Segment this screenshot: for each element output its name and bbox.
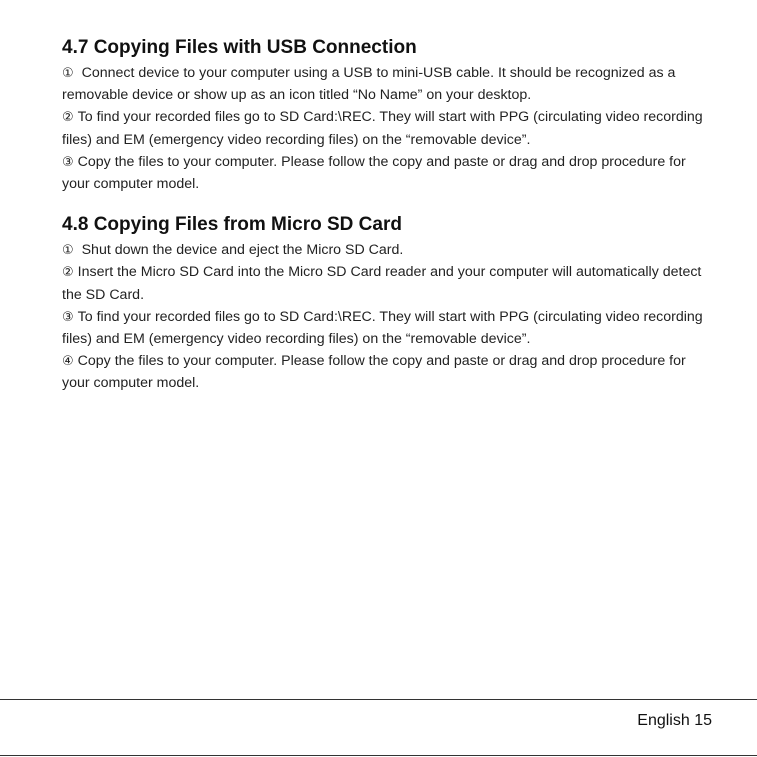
page-content — [62, 36, 712, 413]
step-number: ③ — [62, 153, 74, 169]
section-usb-connection — [62, 36, 712, 195]
step-text: Copy the files to your computer. Please follow the copy and paste or drag and drop procedure for your computer model. — [62, 353, 686, 392]
step-text: Connect device to your computer using a USB to mini-USB cable. It should be recognized as a removable device or show up as an icon titled “No Name” on your desktop. — [62, 65, 676, 104]
step-paragraph — [62, 350, 712, 394]
step-number: ④ — [62, 353, 74, 369]
step-text: Shut down the device and eject the Micro SD Card. — [77, 242, 404, 259]
step-number: ① — [62, 242, 74, 258]
step-text: Copy the files to your computer. Please follow the copy and paste or drag and drop procedure for your computer model. — [62, 153, 686, 193]
page-number-label: English 15 — [637, 712, 712, 729]
section-title: 4.8 Copying Files from Micro SD Card — [62, 214, 402, 236]
step-number: ② — [62, 109, 74, 125]
step-paragraph — [62, 151, 712, 195]
step-number: ② — [62, 264, 74, 280]
step-paragraph — [62, 62, 712, 106]
footer-divider-top — [0, 699, 757, 700]
step-text: To find your recorded files go to SD Card:\REC. They will start with PPG (circulating video recording files) and EM (emergency video recording files) on the “removable device”. — [62, 308, 703, 348]
section-micro-sd-card — [62, 213, 712, 394]
step-number: ③ — [62, 308, 74, 324]
step-text: Insert the Micro SD Card into the Micro SD Card reader and your computer will automatically detect the SD Card. — [62, 264, 702, 303]
section-title: 4.7 Copying Files with USB Connection — [62, 37, 417, 58]
step-paragraph — [62, 239, 712, 261]
step-text: To find your recorded files go to SD Card:\REC. They will start with PPG (circulating video recording files) and EM (emergency video recording files) on the “removable device”. — [62, 109, 703, 148]
step-paragraph — [62, 106, 712, 150]
step-paragraph — [62, 261, 712, 305]
step-number: ① — [62, 65, 74, 80]
footer-divider-bottom — [0, 755, 757, 756]
step-paragraph — [62, 306, 712, 350]
